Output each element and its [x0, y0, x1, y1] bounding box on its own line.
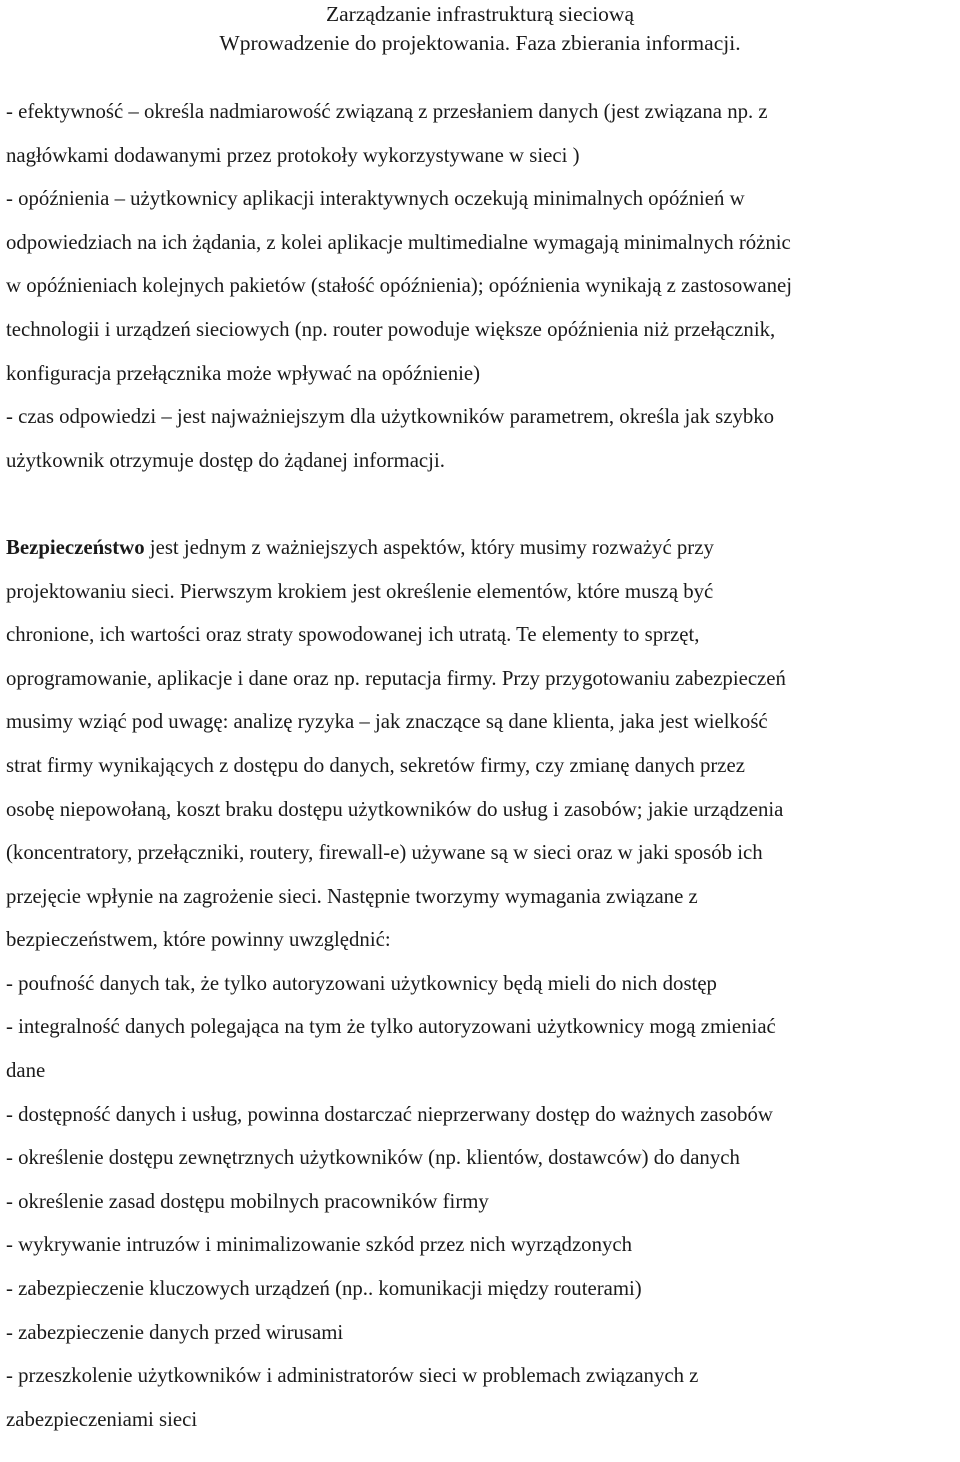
list-item: - zabezpieczenie kluczowych urządzeń (np.. komunikacji między routerami): [6, 1277, 642, 1301]
section-security: [6, 526, 954, 1441]
text-line: musimy wziąć pod uwagę: analizę ryzyka – jak znaczące są dane klienta, jaka jest wielkość: [6, 710, 768, 734]
list-item: - zabezpieczenie danych przed wirusami: [6, 1320, 344, 1344]
list-item: - przeszkolenie użytkowników i administratorów sieci w problemach związanych z: [6, 1364, 699, 1388]
security-term: Bezpieczeństwo: [6, 535, 145, 559]
security-first-line-rest: jest jednym z ważniejszych aspektów, który musimy rozważyć przy: [144, 535, 714, 559]
list-item: - poufność danych tak, że tylko autoryzowani użytkownicy będą mieli do nich dostęp: [6, 971, 717, 995]
text-line: - czas odpowiedzi – jest najważniejszym dla użytkowników parametrem, określa jak szybko: [6, 405, 775, 429]
text-line: w opóźnieniach kolejnych pakietów (stałość opóźnienia); opóźnienia wynikają z zastosowanej: [6, 274, 792, 298]
list-item: - integralność danych polegająca na tym że tylko autoryzowani użytkownicy mogą zmieniać: [6, 1015, 776, 1039]
text-line: oprogramowanie, aplikacje i dane oraz np. reputacja firmy. Przy przygotowaniu zabezpieczeń: [6, 666, 786, 690]
text-line: konfiguracja przełącznika może wpływać na opóźnienie): [6, 361, 481, 385]
text-line: - efektywność – określa nadmiarowość związaną z przesłaniem danych (jest związana np. z: [6, 100, 768, 123]
text-line: bezpieczeństwem, które powinny uwzględnić:: [6, 928, 391, 952]
text-line: chronione, ich wartości oraz straty spowodowanej ich utratą. Te elementy to sprzęt,: [6, 623, 700, 647]
text-line: przejęcie wpłynie na zagrożenie sieci. Następnie tworzymy wymagania związane z: [6, 884, 698, 908]
document-body: [6, 90, 954, 1441]
text-line: osobę niepowołaną, koszt braku dostępu użytkowników do usług i zasobów; jakie urządzenia: [6, 797, 784, 821]
list-item: - określenie dostępu zewnętrznych użytkowników (np. klientów, dostawców) do danych: [6, 1146, 740, 1170]
security-first-line: [6, 526, 954, 570]
paragraph-spacer: [6, 482, 954, 526]
section-performance: [6, 90, 954, 482]
text-line: odpowiedziach na ich żądania, z kolei aplikacje multimedialne wymagają minimalnych różnic: [6, 230, 791, 254]
text-line: projektowaniu sieci. Pierwszym krokiem jest określenie elementów, które muszą być: [6, 579, 714, 603]
text-line: (koncentratory, przełączniki, routery, firewall-e) używane są w sieci oraz w jaki sposób ich: [6, 841, 763, 865]
list-item-continuation: dane: [6, 1059, 46, 1083]
text-line: nagłówkami dodawanymi przez protokoły wykorzystywane w sieci ): [6, 143, 580, 167]
header-subtitle: Wprowadzenie do projektowania. Faza zbierania informacji.: [219, 31, 741, 55]
page-header: [6, 0, 954, 58]
list-item: - określenie zasad dostępu mobilnych pracowników firmy: [6, 1189, 489, 1213]
text-line: - opóźnienia – użytkownicy aplikacji interaktywnych oczekują minimalnych opóźnień w: [6, 187, 745, 211]
list-item: - wykrywanie intruzów i minimalizowanie szkód przez nich wyrządzonych: [6, 1233, 632, 1257]
list-item-continuation: zabezpieczeniami sieci: [6, 1407, 198, 1431]
text-line: strat firmy wynikających z dostępu do danych, sekretów firmy, czy zmianę danych przez: [6, 753, 745, 777]
list-item: - dostępność danych i usług, powinna dostarczać nieprzerwany dostęp do ważnych zasobów: [6, 1102, 773, 1126]
text-line: użytkownik otrzymuje dostęp do żądanej informacji.: [6, 448, 445, 472]
header-title: Zarządzanie infrastrukturą sieciową: [325, 2, 634, 26]
text-line: technologii i urządzeń sieciowych (np. router powoduje większe opóźnienia niż przełącznik,: [6, 317, 776, 341]
